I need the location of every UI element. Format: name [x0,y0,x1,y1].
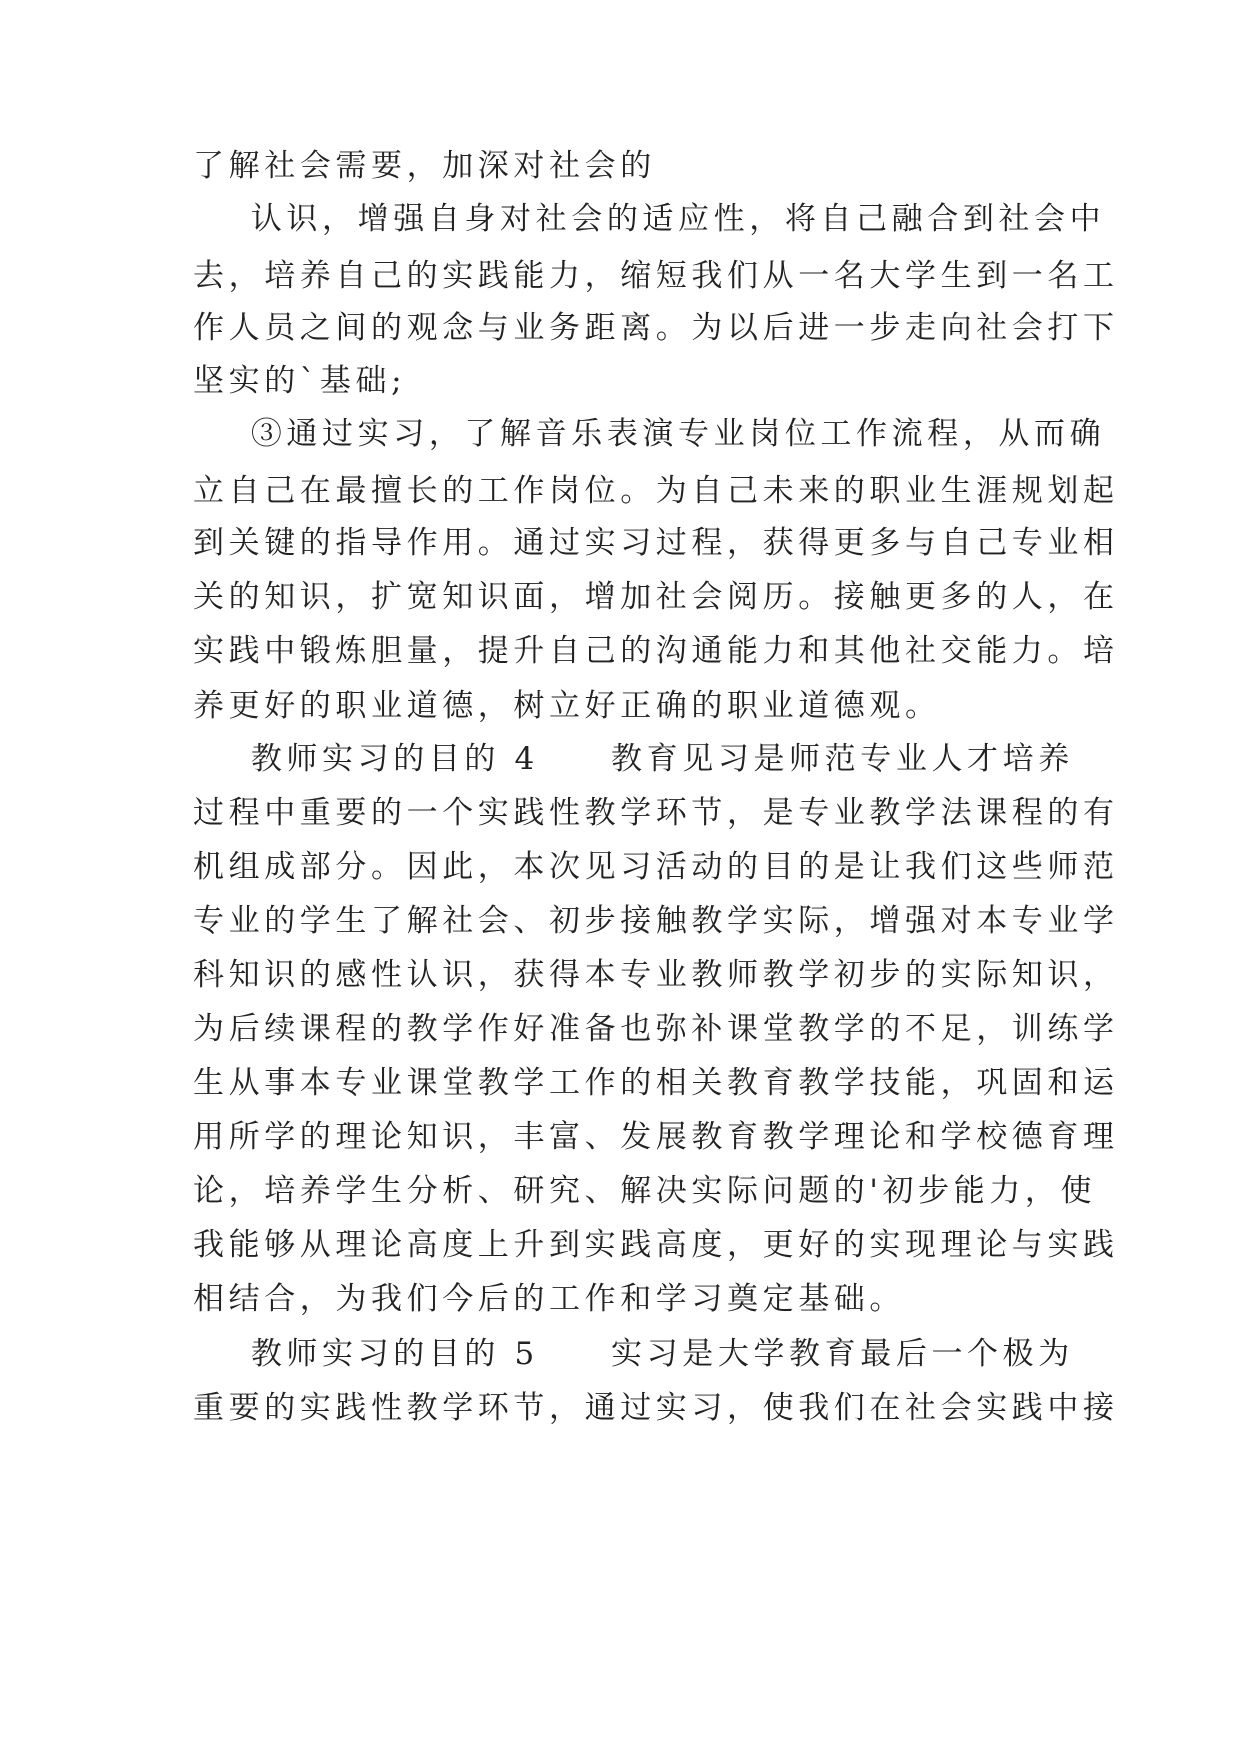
text-line: 过程中重要的一个实践性教学环节，是专业教学法课程的有 [193,795,1119,831]
text-line: 教师实习的目的 5 实习是大学教育最后一个极为 [193,1336,1074,1372]
text-line: ③通过实习，了解音乐表演专业岗位工作流程，从而确 [193,416,1106,452]
text-line: 实践中锻炼胆量，提升自己的沟通能力和其他社交能力。培 [193,633,1119,669]
text-line: 用所学的理论知识，丰富、发展教育教学理论和学校德育理 [193,1119,1119,1155]
text-line: 去，培养自己的实践能力，缩短我们从一名大学生到一名工 [193,258,1119,294]
text-line: 了解社会需要，加深对社会的 [193,148,656,184]
text-line: 到关键的指导作用。通过实习过程，获得更多与自己专业相 [193,525,1119,561]
text-line: 作人员之间的观念与业务距离。为以后进一步走向社会打下 [193,310,1119,346]
text-line: 我能够从理论高度上升到实践高度，更好的实现理论与实践 [193,1227,1119,1263]
text-line: 立自己在最擅长的工作岗位。为自己未来的职业生涯规划起 [193,473,1119,509]
text-line: 坚实的`基础; [193,363,407,399]
text-line: 科知识的感性认识，获得本专业教师教学初步的实际知识， [193,957,1119,993]
text-line: 生从事本专业课堂教学工作的相关教育教学技能，巩固和运 [193,1065,1119,1101]
text-line: 养更好的职业道德，树立好正确的职业道德观。 [193,688,941,724]
text-line: 重要的实践性教学环节，通过实习，使我们在社会实践中接 [193,1390,1119,1426]
text-line: 专业的学生了解社会、初步接触教学实际，增强对本专业学 [193,903,1119,939]
text-line: 相结合，为我们今后的工作和学习奠定基础。 [193,1281,905,1317]
text-line: 机组成部分。因此，本次见习活动的目的是让我们这些师范 [193,849,1119,885]
text-line: 为后续课程的教学作好准备也弥补课堂教学的不足，训练学 [193,1011,1119,1047]
text-line: 关的知识，扩宽知识面，增加社会阅历。接触更多的人，在 [193,579,1119,615]
text-line: 认识，增强自身对社会的适应性，将自己融合到社会中 [193,201,1106,237]
text-line: 教师实习的目的 4 教育见习是师范专业人才培养 [193,741,1074,777]
text-line: 论，培养学生分析、研究、解决实际问题的'初步能力，使 [193,1173,1097,1209]
